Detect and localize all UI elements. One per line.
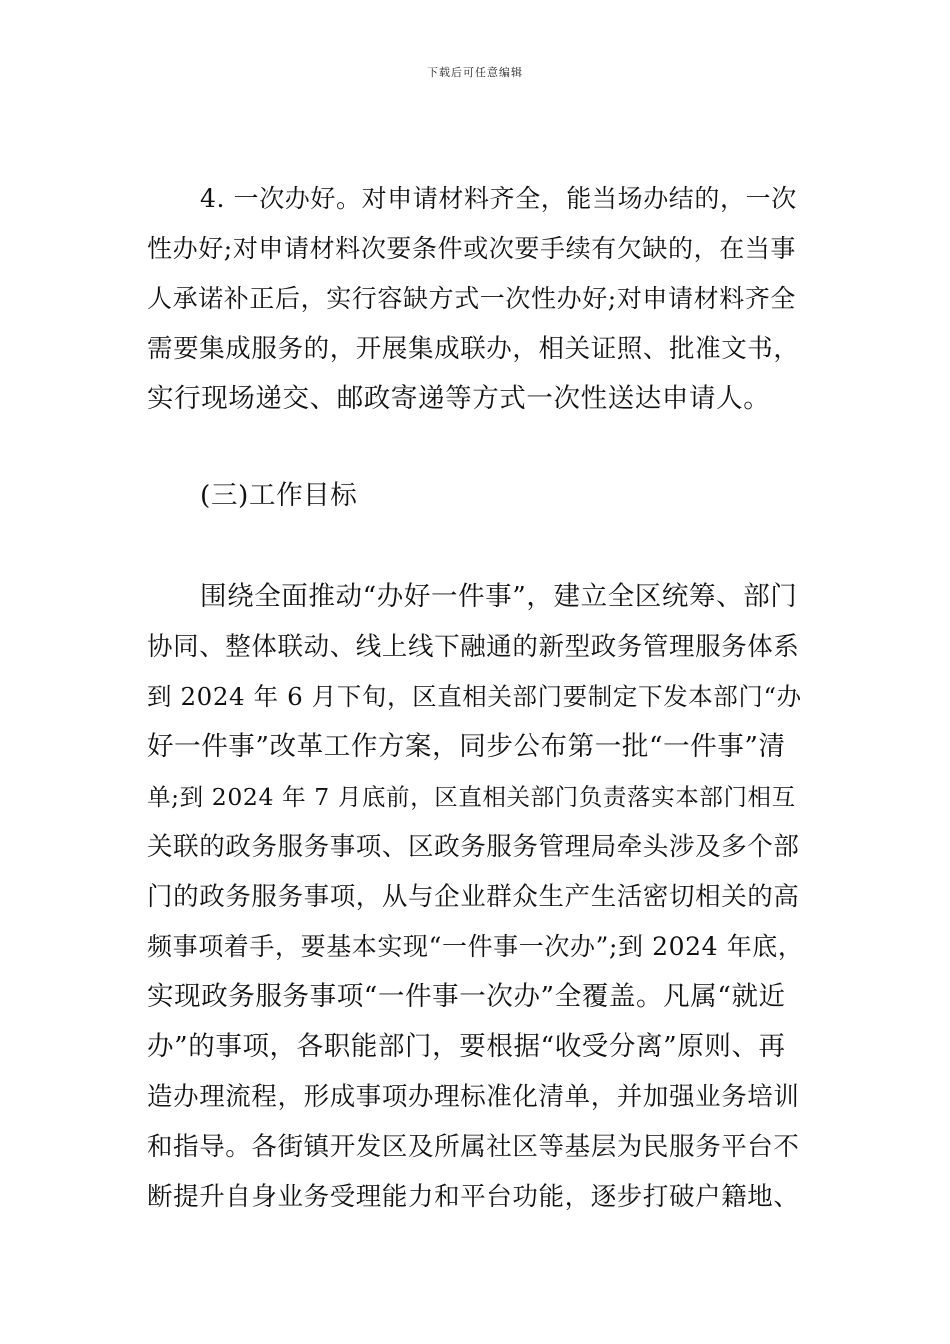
paragraph-line: 协同、整体联动、线上线下融通的新型政务管理服务体系	[147, 632, 800, 662]
paragraph-line: 实行现场递交、邮政寄递等方式一次性送达申请人。	[147, 383, 771, 414]
paragraph-line: 需要集成服务的，开展集成联办，相关证照、批准文书，	[147, 334, 800, 364]
paragraph-line: 和指导。各街镇开发区及所属社区等基层为民服务平台不	[147, 1132, 800, 1162]
section-heading-text: (三)工作目标	[200, 480, 358, 511]
paragraph-line: 关联的政务服务事项、区政务服务管理局牵头涉及多个部	[147, 832, 800, 862]
paragraph-line: 到 2024 年 6 月下旬，区直相关部门要制定下发本部门“办	[147, 682, 802, 711]
paragraph-line: 人承诺补正后，实行容缺方式一次性办好;对申请材料齐全	[147, 284, 797, 313]
paragraph-line: 门的政务服务事项，从与企业群众生产生活密切相关的高	[147, 882, 800, 912]
paragraph-line: 性办好;对申请材料次要条件或次要手续有欠缺的，在当事	[147, 234, 797, 263]
paragraph-line: 频事项着手，要基本实现“一件事一次办”;到 2024 年底，	[147, 932, 804, 961]
paragraph-line: 4. 一次办好。对申请材料齐全，能当场办结的，一次	[200, 184, 797, 213]
paragraph-line: 好一件事”改革工作方案，同步公布第一批“一件事”清	[147, 731, 786, 762]
paragraph-line: 断提升自身业务受理能力和平台功能，逐步打破户籍地、	[147, 1182, 800, 1212]
paragraph-line: 围绕全面推动“办好一件事”，建立全区统筹、部门	[200, 581, 798, 612]
paragraph-line: 造办理流程，形成事项办理标准化清单，并加强业务培训	[147, 1082, 800, 1112]
paragraph-line: 实现政务服务事项“一件事一次办”全覆盖。凡属“就近	[147, 981, 786, 1012]
paragraph-line: 办”的事项，各职能部门，要根据“收受分离”原则、再	[147, 1031, 786, 1062]
paragraph-line: 单;到 2024 年 7 月底前，区直相关部门负责落实本部门相互	[147, 783, 796, 811]
header-note: 下载后可任意编辑	[427, 66, 523, 79]
